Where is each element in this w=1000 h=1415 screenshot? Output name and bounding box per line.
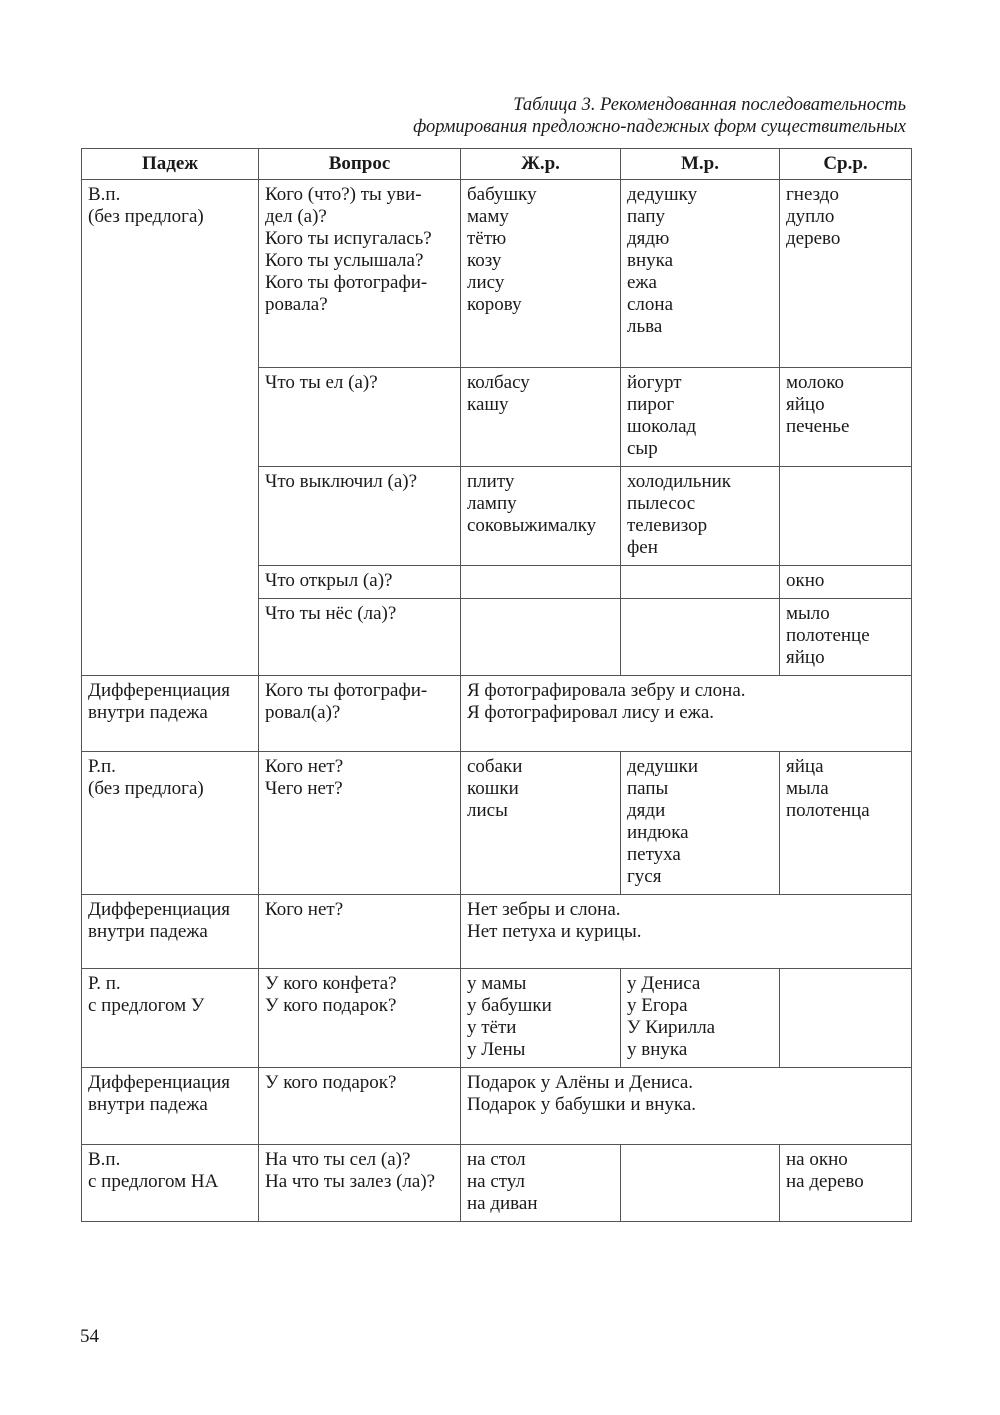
cell-line: дяди: [627, 800, 666, 821]
cell-line: на диван: [467, 1193, 538, 1214]
question-cell: [259, 467, 461, 566]
feminine-cell: [461, 467, 621, 566]
cell-line: йогурт: [627, 372, 682, 393]
neuter-cell: [780, 599, 912, 676]
question-cell: [259, 599, 461, 676]
cell-line: маму: [467, 206, 509, 227]
cell-line: дерево: [786, 228, 841, 249]
cell-line: на дерево: [786, 1171, 864, 1192]
cell-line: у Дениса: [627, 973, 701, 994]
question-cell: [259, 969, 461, 1068]
cell-line: полотенце: [786, 625, 870, 646]
page-number: 54: [80, 1326, 99, 1347]
case-cell: [82, 676, 259, 752]
question-cell: [259, 1068, 461, 1145]
table-row: [82, 752, 912, 895]
cell-line: На что ты сел (а)?: [265, 1149, 411, 1170]
cell-line: у тёти: [467, 1017, 517, 1038]
cell-line: Чего нет?: [265, 778, 343, 799]
cell-line: гуся: [627, 866, 662, 887]
cell-line: Кого ты испугалась?: [265, 228, 432, 249]
table-body: [82, 180, 912, 1222]
case-cell: [82, 969, 259, 1068]
neuter-cell: [780, 566, 912, 599]
table-row: [82, 180, 912, 368]
caption-line-2: формирования предложно-падежных форм существительных: [413, 117, 906, 137]
cell-line: слона: [627, 294, 674, 315]
table-row: [82, 895, 912, 969]
cell-line: Р.п.: [88, 756, 116, 777]
feminine-cell: [461, 1145, 621, 1222]
masculine-cell: [621, 180, 780, 368]
cell-line: соковыжималку: [467, 515, 597, 536]
neuter-cell: [780, 1145, 912, 1222]
cell-line: (без предлога): [88, 206, 204, 227]
cell-line: дедушки: [627, 756, 699, 777]
cell-line: Нет зебры и слона.: [467, 899, 621, 920]
cell-line: яйцо: [786, 394, 825, 415]
cell-line: фен: [627, 537, 658, 558]
table-header-row: [82, 149, 912, 180]
masculine-cell: [621, 467, 780, 566]
question-cell: [259, 1145, 461, 1222]
cell-line: у внука: [627, 1039, 688, 1060]
case-cell: [82, 1145, 259, 1222]
cell-line: индюка: [627, 822, 689, 843]
masculine-cell: [621, 752, 780, 895]
cell-line: сыр: [627, 438, 658, 459]
question-cell: [259, 895, 461, 969]
cell-line: внутри падежа: [88, 702, 208, 723]
neuter-cell: [780, 368, 912, 467]
cell-line: У Кирилла: [627, 1017, 716, 1038]
cell-line: Дифференциация: [88, 680, 231, 701]
cell-line: пирог: [627, 394, 675, 415]
cell-line: плиту: [467, 471, 515, 492]
cell-line: У кого подарок?: [265, 1072, 397, 1093]
cell-line: дупло: [786, 206, 835, 227]
cell-line: яйцо: [786, 647, 825, 668]
cell-line: внутри падежа: [88, 921, 208, 942]
cell-line: на окно: [786, 1149, 848, 1170]
masculine-cell: [621, 566, 780, 599]
cell-line: Я фотографировал лису и ежа.: [467, 702, 715, 723]
cell-line: папу: [627, 206, 666, 227]
cell-line: внутри падежа: [88, 1094, 208, 1115]
question-cell: [259, 180, 461, 368]
neuter-cell: [780, 969, 912, 1068]
cell-line: Что ты ел (а)?: [265, 372, 378, 393]
cell-line: у Егора: [627, 995, 688, 1016]
question-cell: [259, 566, 461, 599]
cell-line: Кого нет?: [265, 899, 344, 920]
cell-line: бабушку: [467, 184, 537, 205]
cell-line: гнездо: [786, 184, 839, 205]
cell-line: у Лены: [467, 1039, 526, 1060]
neuter-cell: [780, 467, 912, 566]
case-cell: [82, 895, 259, 969]
feminine-cell: [461, 180, 621, 368]
cell-line: папы: [627, 778, 669, 799]
cell-line: колбасу: [467, 372, 530, 393]
header-padezh: Падеж: [82, 149, 259, 180]
cell-line: ровал(а)?: [265, 702, 341, 723]
cell-line: Кого нет?: [265, 756, 344, 777]
cell-line: (без предлога): [88, 778, 204, 799]
cell-line: дядю: [627, 228, 670, 249]
feminine-cell: [461, 368, 621, 467]
neuter-cell: [780, 180, 912, 368]
cell-line: кашу: [467, 394, 509, 415]
table-caption: [80, 94, 906, 138]
cell-line: Кого ты фотографи-: [265, 272, 428, 293]
cell-line: дел (а)?: [265, 206, 327, 227]
cell-line: окно: [786, 570, 825, 591]
neuter-cell: [780, 752, 912, 895]
cell-line: Подарок у бабушки и внука.: [467, 1094, 697, 1115]
cell-line: козу: [467, 250, 502, 271]
example-sentences-cell: [461, 895, 912, 969]
feminine-cell: [461, 752, 621, 895]
question-cell: [259, 752, 461, 895]
cell-line: полотенца: [786, 800, 870, 821]
example-sentences-cell: [461, 676, 912, 752]
cell-line: Кого ты фотографи-: [265, 680, 428, 701]
cell-line: у бабушки: [467, 995, 552, 1016]
cell-line: собаки: [467, 756, 523, 777]
case-cell: [82, 752, 259, 895]
cell-line: петуха: [627, 844, 681, 865]
cell-line: На что ты залез (ла)?: [265, 1171, 436, 1192]
table-row: [82, 1068, 912, 1145]
caption-line-1: Таблица 3. Рекомендованная последовательность: [513, 95, 906, 115]
cell-line: холодильник: [627, 471, 732, 492]
cell-line: Р. п.: [88, 973, 121, 994]
masculine-cell: [621, 368, 780, 467]
cell-line: у мамы: [467, 973, 527, 994]
feminine-cell: [461, 566, 621, 599]
header-m: М.р.: [621, 149, 780, 180]
cell-line: мыло: [786, 603, 830, 624]
cell-line: Кого ты услышала?: [265, 250, 424, 271]
cell-line: тётю: [467, 228, 507, 249]
cell-line: на стол: [467, 1149, 526, 1170]
cell-line: с предлогом У: [88, 995, 205, 1016]
masculine-cell: [621, 969, 780, 1068]
cell-line: У кого подарок?: [265, 995, 397, 1016]
cell-line: внука: [627, 250, 674, 271]
feminine-cell: [461, 599, 621, 676]
feminine-cell: [461, 969, 621, 1068]
cell-line: пылесос: [627, 493, 696, 514]
header-zh: Ж.р.: [461, 149, 621, 180]
header-sr: Ср.р.: [780, 149, 912, 180]
case-forms-table: [81, 148, 912, 1222]
cell-line: мыла: [786, 778, 829, 799]
cell-line: на стул: [467, 1171, 525, 1192]
table-row: [82, 969, 912, 1068]
table-row: [82, 676, 912, 752]
example-sentences-cell: [461, 1068, 912, 1145]
cell-line: ровала?: [265, 294, 328, 315]
cell-line: яйца: [786, 756, 824, 777]
cell-line: ежа: [627, 272, 657, 293]
cell-line: лампу: [467, 493, 517, 514]
cell-line: Подарок у Алёны и Дениса.: [467, 1072, 694, 1093]
cell-line: телевизор: [627, 515, 708, 536]
cell-line: Что выключил (а)?: [265, 471, 418, 492]
question-cell: [259, 676, 461, 752]
cell-line: В.п.: [88, 184, 121, 205]
table-row: [82, 1145, 912, 1222]
cell-line: Дифференциация: [88, 899, 231, 920]
cell-line: лису: [467, 272, 505, 293]
header-vopros: Вопрос: [259, 149, 461, 180]
cell-line: В.п.: [88, 1149, 121, 1170]
cell-line: Что ты нёс (ла)?: [265, 603, 397, 624]
masculine-cell: [621, 599, 780, 676]
cell-line: дедушку: [627, 184, 698, 205]
cell-line: молоко: [786, 372, 845, 393]
case-cell: [82, 180, 259, 676]
cell-line: Дифференциация: [88, 1072, 231, 1093]
cell-line: Я фотографировала зебру и слона.: [467, 680, 746, 701]
question-cell: [259, 368, 461, 467]
cell-line: лисы: [467, 800, 508, 821]
cell-line: корову: [467, 294, 522, 315]
cell-line: с предлогом НА: [88, 1171, 219, 1192]
cell-line: льва: [627, 316, 663, 337]
cell-line: печенье: [786, 416, 850, 437]
cell-line: У кого конфета?: [265, 973, 397, 994]
cell-line: Кого (что?) ты уви-: [265, 184, 422, 205]
masculine-cell: [621, 1145, 780, 1222]
cell-line: Что открыл (а)?: [265, 570, 393, 591]
case-cell: [82, 1068, 259, 1145]
cell-line: кошки: [467, 778, 519, 799]
cell-line: шоколад: [627, 416, 697, 437]
cell-line: Нет петуха и курицы.: [467, 921, 642, 942]
